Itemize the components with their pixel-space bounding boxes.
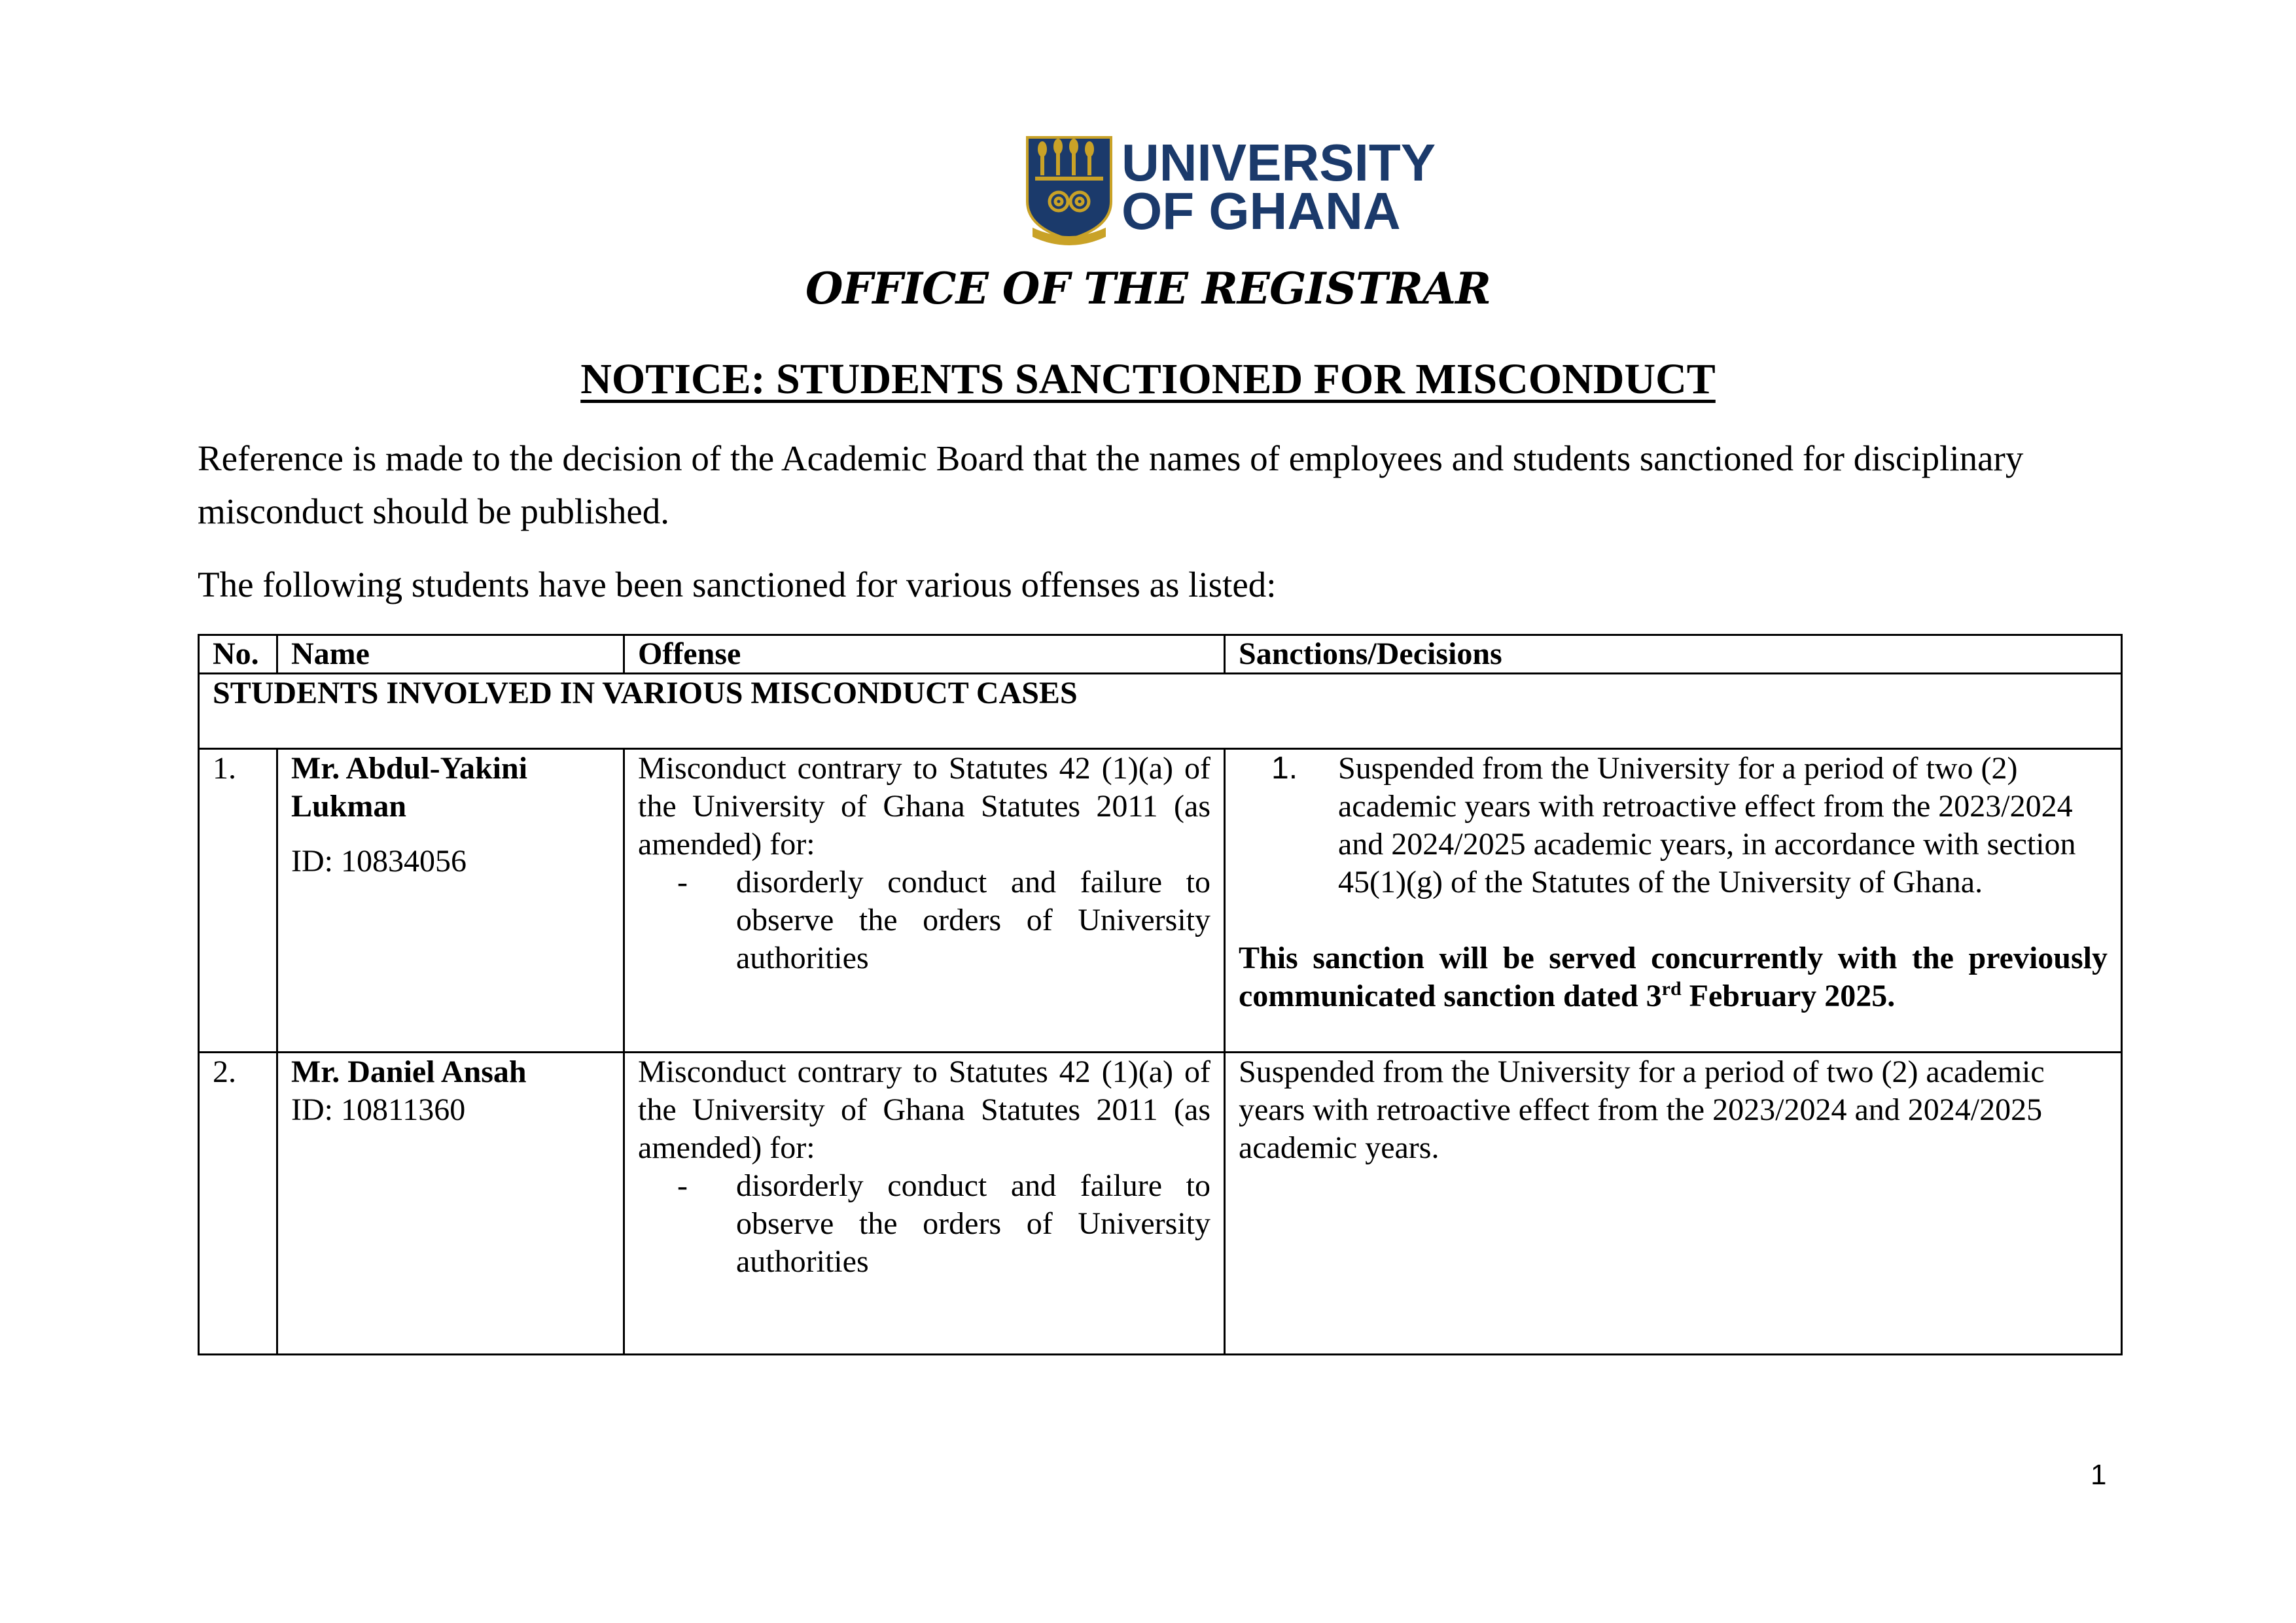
intro-paragraph: The following students have been sanctioned for various offenses as listed: <box>198 565 1277 604</box>
notice-title: NOTICE: STUDENTS SANCTIONED FOR MISCONDUCT <box>580 355 1716 403</box>
header-offense: Offense <box>624 635 1225 674</box>
header-no: No. <box>199 635 277 674</box>
sanction-text: Suspended from the University for a period of two (2) academic years with retroactive effect from the 2023/2024 and 2024/2025 academic years, in accordance with section 45(1)(g) of the Statutes of the University of Ghana. <box>1338 751 2076 899</box>
student-cell <box>277 1053 624 1355</box>
header-sanctions: Sanctions/Decisions <box>1225 635 2122 674</box>
offense-text: disorderly conduct and failure to observe the orders of University authorities <box>736 1168 1210 1279</box>
sanction-note: This sanction will be served concurrently with the previously communicated sanction dated 3rd February 2025. <box>1239 941 2108 1013</box>
row-number: 2. <box>199 1053 277 1355</box>
sanction-list-item <box>1271 750 2108 901</box>
sanction-cell <box>1225 749 2122 1053</box>
office-title: OFFICE OF THE REGISTRAR <box>805 263 1491 314</box>
section-row <box>199 674 2122 749</box>
row-number: 1. <box>199 749 277 1053</box>
reference-paragraph: Reference is made to the decision of the Academic Board that the names of employees and students sanctioned for disciplinary misconduct should be published. <box>198 438 2024 531</box>
table-row <box>199 1053 2122 1355</box>
student-name: Mr. Daniel Ansah <box>291 1055 527 1089</box>
list-dash: - <box>677 1168 688 1203</box>
offense-cell <box>624 749 1225 1053</box>
offense-intro: Misconduct contrary to Statutes 42 (1)(a) of the University of Ghana Statutes 2011 (as amended) for: <box>638 751 1210 862</box>
student-id: ID: 10834056 <box>291 844 467 879</box>
sanction-number: 1. <box>1271 751 1298 786</box>
header-name: Name <box>277 635 624 674</box>
list-dash: - <box>677 865 688 899</box>
offense-intro: Misconduct contrary to Statutes 42 (1)(a) of the University of Ghana Statutes 2011 (as amended) for: <box>638 1055 1210 1165</box>
student-name: Mr. Abdul-Yakini Lukman <box>291 751 528 824</box>
sanctions-table <box>198 634 2123 1355</box>
student-id: ID: 10811360 <box>291 1092 466 1127</box>
section-title: STUDENTS INVOLVED IN VARIOUS MISCONDUCT CASES <box>199 674 2122 749</box>
student-cell <box>277 749 624 1053</box>
offense-list-item <box>677 864 1210 977</box>
sanction-text: Suspended from the University for a period of two (2) academic years with retroactive effect from the 2023/2024 and 2024/2025 academic years. <box>1239 1055 2045 1165</box>
offense-list-item <box>677 1167 1210 1281</box>
page-number: 1 <box>2091 1459 2107 1491</box>
svg-text:OF GHANA: OF GHANA <box>1122 182 1401 240</box>
table-row <box>199 749 2122 1053</box>
svg-text:UNIVERSITY: UNIVERSITY <box>1122 133 1436 192</box>
table-header-row <box>199 635 2122 674</box>
university-logo <box>1019 130 1436 249</box>
offense-text: disorderly conduct and failure to observe the orders of University authorities <box>736 865 1210 975</box>
offense-cell <box>624 1053 1225 1355</box>
crest-icon <box>1027 137 1111 245</box>
sanction-cell <box>1225 1053 2122 1355</box>
